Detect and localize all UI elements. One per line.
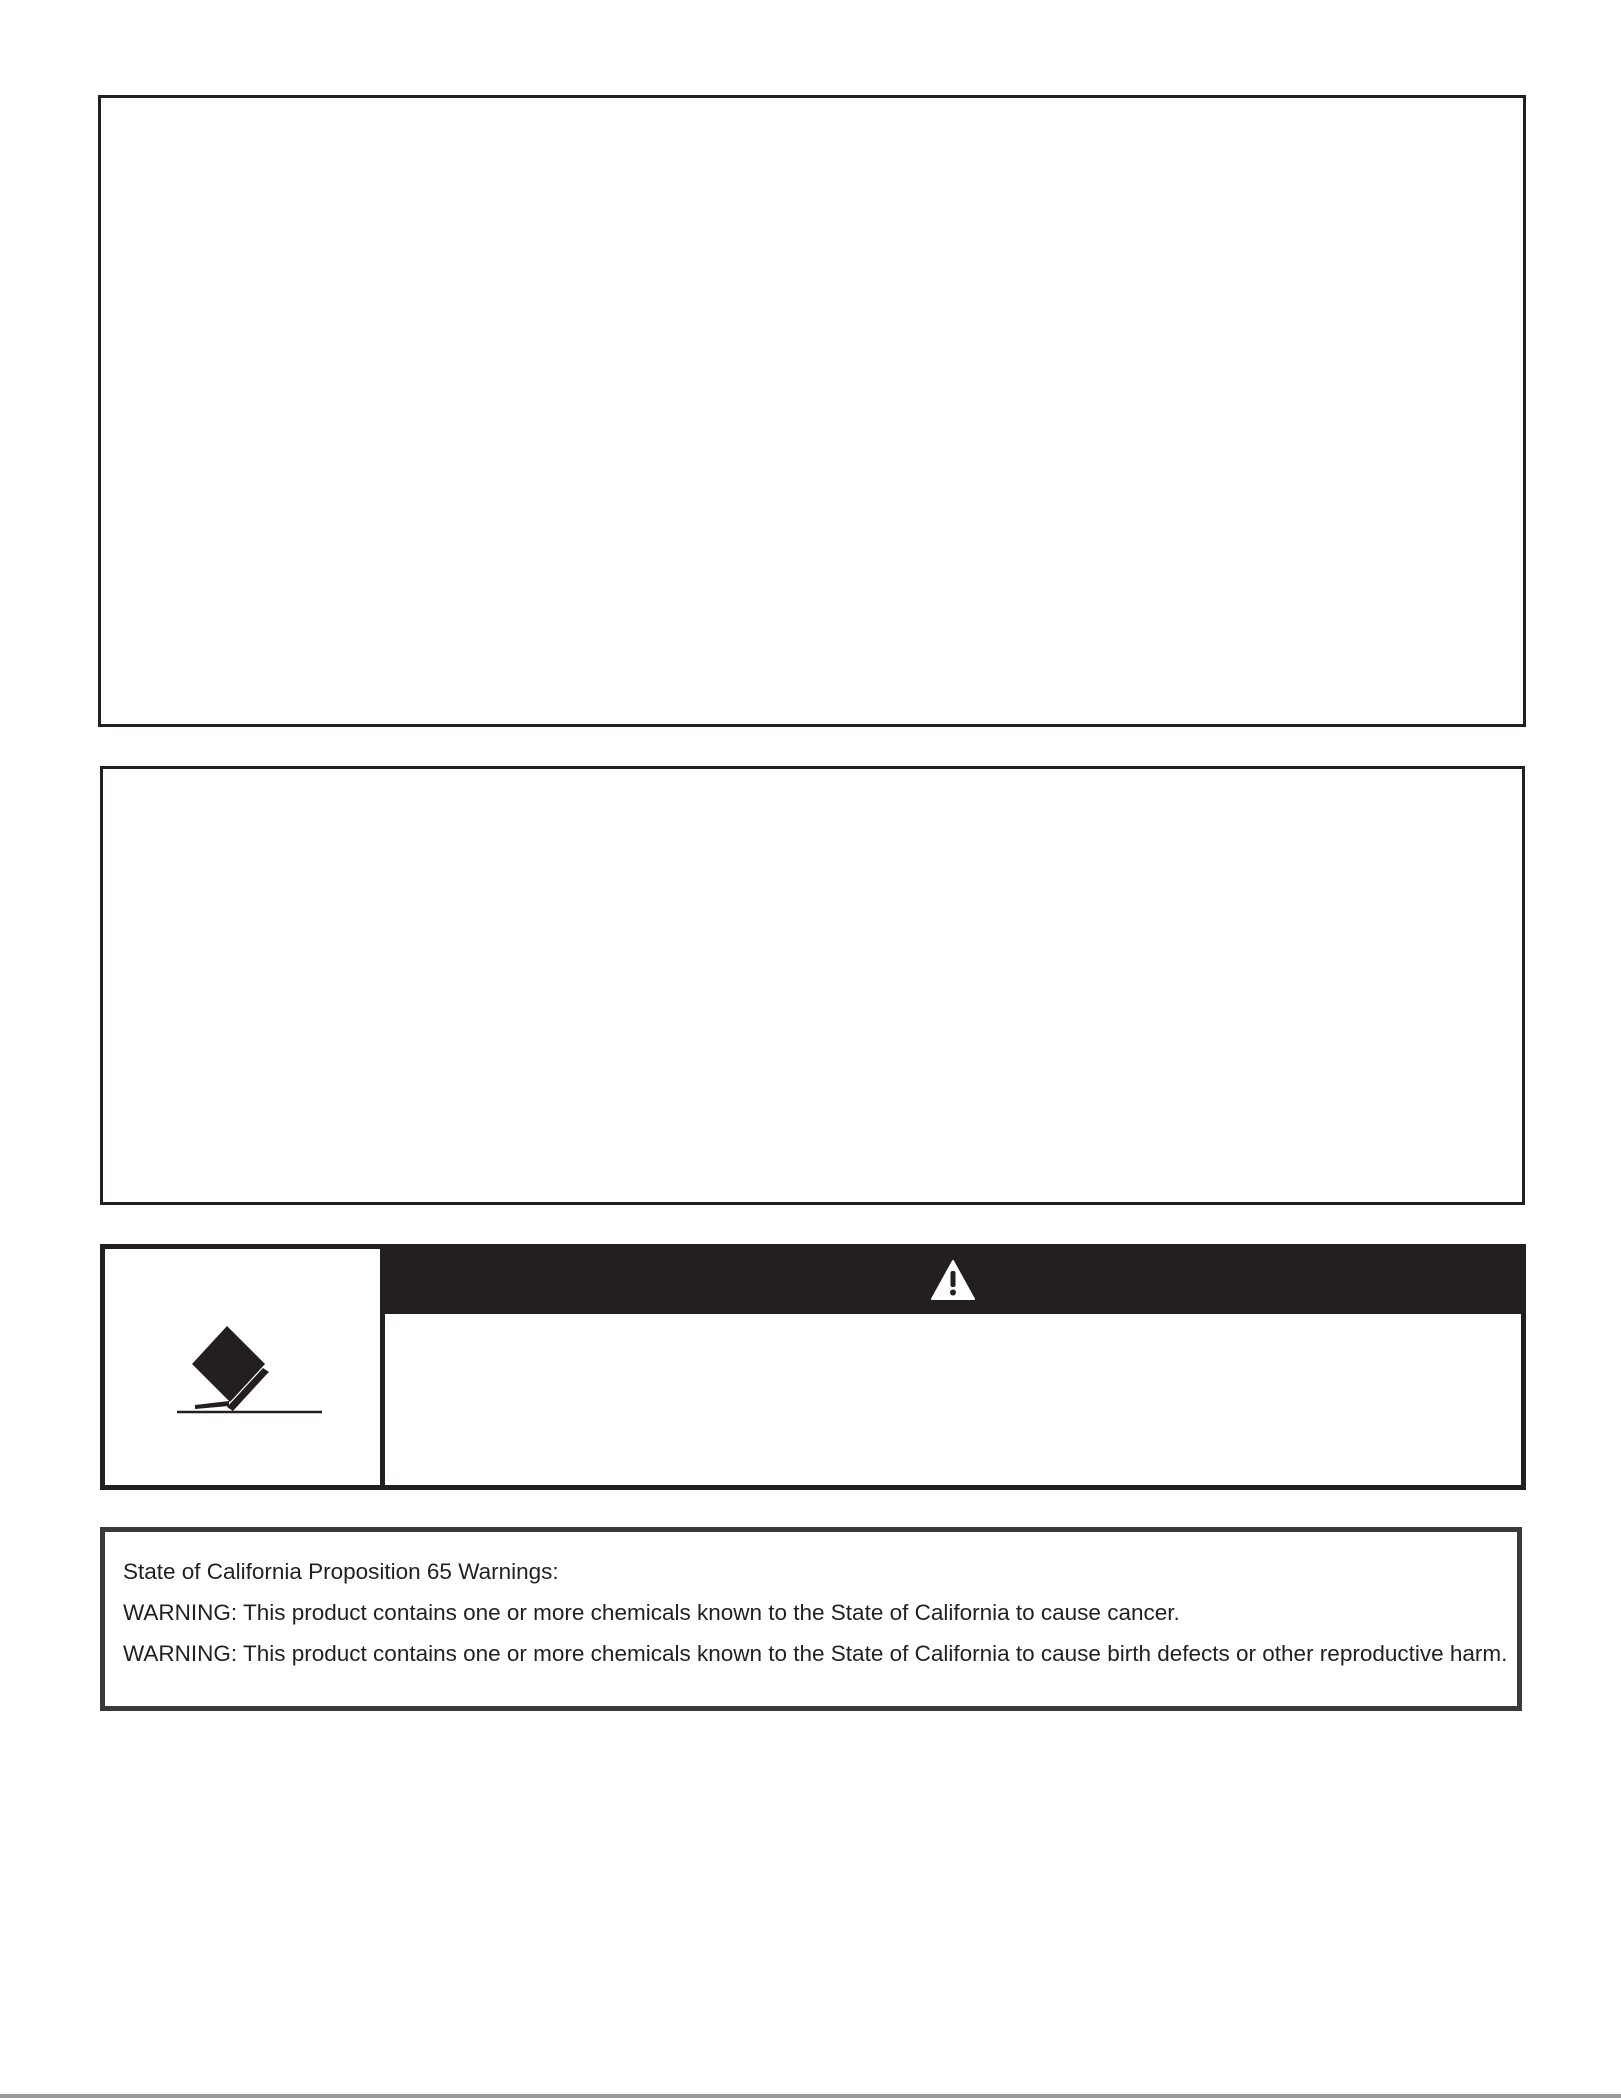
tip-over-hazard-box: [100, 1244, 1526, 1490]
appliance-tip-over-icon: [165, 1304, 325, 1424]
safety-info-box-middle: [100, 766, 1525, 1205]
warning-triangle-icon: [930, 1259, 976, 1301]
prop65-warning-box: [100, 1527, 1522, 1711]
footer-rule: [0, 2094, 1621, 2098]
prop65-cancer-warning: WARNING: This product contains one or more chemicals known to the State of California to cause cancer.: [123, 1600, 1180, 1625]
safety-info-box-upper: [98, 95, 1526, 727]
warning-header-bar: [385, 1249, 1521, 1314]
prop65-title: State of California Proposition 65 Warnings:: [123, 1559, 559, 1584]
tip-over-icon-cell: [105, 1249, 385, 1485]
prop65-reproductive-warning: WARNING: This product contains one or more chemicals known to the State of California to cause birth defects or other reproductive harm.: [123, 1641, 1508, 1666]
